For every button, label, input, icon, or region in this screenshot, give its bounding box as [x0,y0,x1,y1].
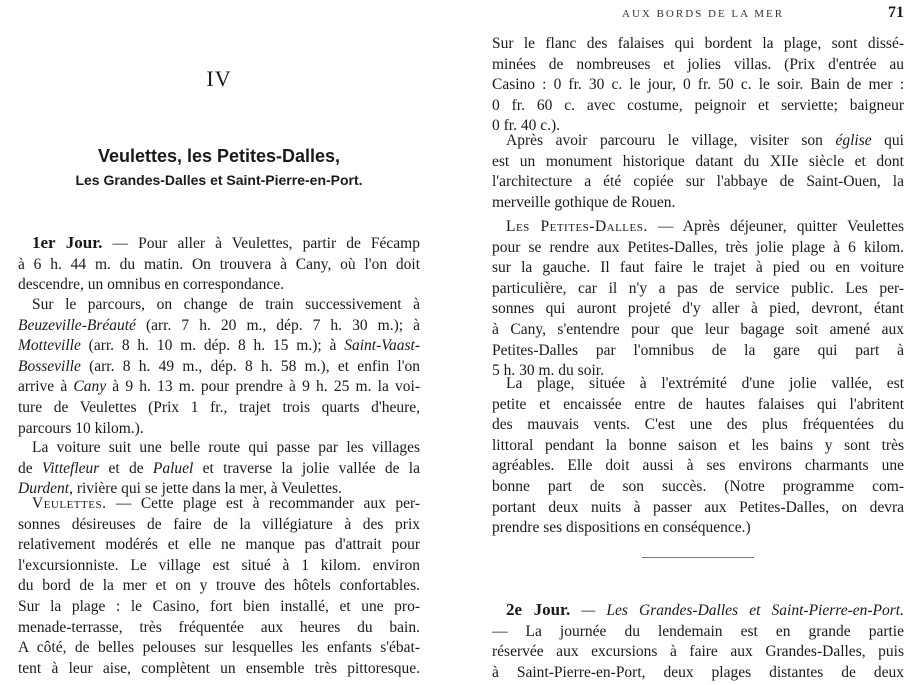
text-line: petite et encaissée entre de hautes falaises qui l'abritent [492,395,904,413]
place-name: Paluel [152,459,194,477]
voiture-paragraph: La voiture suit une belle route qui passe par les villages de Vittefleur et de Paluel et traverse la jolie vallée de la Durdent, rivière qui se jette dans la mer, à Veulettes. [18,439,420,498]
section-head: Les Petites-Dalles. [506,218,648,235]
text-line: particulière, car il n'y a pas de service public. Les per- [492,279,904,297]
text-line: La plage, située à l'extrémité d'une jolie vallée, est [506,375,904,392]
text-line: portant deux nuits à passer aux Petites-Dalles, on devra [492,498,904,516]
left-page [18,0,420,685]
text-line: 0 fr. 40 c.). [492,117,561,135]
chapter-subtitle: Les Grandes-Dalles et Saint-Pierre-en-Port. [75,172,363,188]
continuation-paragraph [492,34,904,137]
text-line: — La journée du lendemain est en grande partie [492,622,904,640]
place-name: Durdent [18,480,70,498]
place-name: Saint-Vaast- [344,337,420,355]
text-line: du bord de la mer et on y trouve des hôtels confortables. [18,577,420,595]
chapter-number: IV [206,66,232,91]
text-line: — Pour aller à Veulettes, partir de Fécamp [112,235,420,252]
text-line: est un monument historique datant du XIIe siècle et dont [492,152,904,170]
text-line: 5 h. 30 m. du soir. [492,362,604,380]
day2-title: — Les Grandes-Dalles et Saint-Pierre-en-Port. [581,602,904,619]
day1-paragraph [18,233,420,296]
text-line: La voiture suit une belle route qui passe par les villages [32,439,420,456]
day2-label: 2e Jour. [506,600,571,619]
text-line: Casino : 0 fr. 30 c. le jour, 0 fr. 50 c. le soir. Bain de mer : [492,76,904,94]
text-line: minées de nombreuses et jolies villas. (Prix d'entrée au [492,55,904,73]
text-line: sonnes désireuses de faire de la villégiature à des prix [18,515,420,533]
section-divider [642,557,754,558]
text-line: réservée aux excursions à faire aux Grandes-Dalles, puis [492,643,904,661]
place-name: Beuzeville-Bréauté [18,316,136,334]
text-line: l'excursionniste. Le village est situé à 1 kilom. environ [18,556,420,574]
text-line: l'architecture a été copiée sur l'abbaye de Saint-Ouen, la [492,173,904,191]
running-head: AUX BORDS DE LA MER [622,8,785,20]
text-line: menade-terrasse, très fréquentée aux heures du bain. [18,618,420,636]
text-line: parcours 10 kilom.). [18,419,144,437]
text-line: merveille gothique de Rouen. [492,193,676,211]
text-line: Sur le flanc des falaises qui bordent la plage, sont dissé- [492,35,904,52]
text-line: bonne part de son succès. (Notre programme com- [492,477,904,495]
text-line: à Cany, s'entendre pour que leur bagage soit amené aux [492,320,904,338]
text-line: Sur le parcours, on change de train successivement à [32,296,420,313]
emphasis-word: église [835,132,872,149]
place-name: Vittefleur [41,459,100,477]
plage-paragraph [492,374,904,539]
text-line: Sur la plage : le Casino, fort bien installé, et une pro- [18,597,420,615]
chapter-title: Veulettes, les Petites-Dalles, [97,146,341,166]
text-line: tent à leur aise, complètent un ensemble très pittoresque. [18,659,420,677]
text-line: 0 fr. 60 c. avec costume, peignoir et serviette; baigneur [492,96,904,114]
right-page [492,0,904,685]
text-line: sur la gauche. Il faut faire le trajet à pied ou en voiture [492,259,904,277]
day1-label: 1er Jour. [32,233,103,252]
place-name: Bosseville [18,357,81,375]
text-line: à 6 h. 44 m. du matin. On trouvera à Cany, où l'on doit [18,255,420,273]
text-line: prendre ses dispositions en conséquence.) [492,519,751,537]
route-paragraph: Sur le parcours, on change de train successivement à Beuzeville-Bréauté (arr. 7 h. 20 m., dép. 7 h. 30 m.); à Motteville (arr. 8 h. 10 m. dép. 8 h. 15 m.); à Saint-Vaast- Bosseville (arr. 8 h. 49 m., dép. 8 h. 58 m.), et enfin l'on arrive à Cany à 9 h. 13 m. pour prendre à 9 h. 25 m. la voi- ture de Veulettes (Prix 1 fr., trajet trois quarts d'heure, parcours 10 kilom.). [18,295,420,439]
petites-dalles-paragraph: Les Petites-Dalles. — Après déjeuner, quitter Veulettes pour se rendre aux Petites-Dalles, très jolie plage à 6 kilom. sur la gauche. Il faut faire le trajet à pied ou en voiture particulière, car il n'y a pas de service public. Les per- sonnes qui auront projeté d'y aller à pied, devront, étant à Cany, s'entendre pour que leur bagage soit amené aux Petites-Dalles par l'omnibus de la gare qui part à 5 h. 30 m. du soir. [492,217,904,382]
eglise-paragraph: Après avoir parcouru le village, visiter son église qui est un monument historique datant du XIIe siècle et dont l'architecture a été copiée sur l'abbaye de Saint-Ouen, la merveille gothique de Rouen. [492,131,904,213]
text-line: agréables. Elle doit aussi à ses environs charmants une [492,457,904,475]
place-name: Cany [73,378,107,396]
text-line: pour se rendre aux Petites-Dalles, très jolie plage à 6 kilom. [492,238,904,256]
veulettes-paragraph: Veulettes. — Cette plage est à recommander aux per- sonnes désireuses de faire de la villégiature à des prix relativement modérés et elle ne manque pas d'attrait pour l'excursionniste. Le village est situé à 1 kilom. environ du bord de la mer et on y trouve des hôtels confortables. Sur la plage : le Casino, fort bien installé, et une pro- menade-terrasse, très fréquentée aux heures du bain. A côté, de belles pelouses sur lesquelles les enfants s'ébat- tent à leur aise, complètent un ensemble très pittoresque. [18,494,420,679]
text-line: sonnes qui auront projeté d'y aller à pied, devront, étant [492,300,904,318]
text-line: relativement modérés et elle ne manque pas d'attrait pour [18,536,420,554]
section-head: Veulettes. [32,495,107,512]
text-line: Petites-Dalles par l'omnibus de la gare qui part à [492,341,904,359]
page-number: 71 [888,4,904,21]
place-name: Motteville [18,337,81,355]
text-line: ture de Veulettes (Prix 1 fr., trajet trois quarts d'heure, [18,398,420,416]
text-line: littoral pendant la bonne saison et les bains y sont très [492,436,904,454]
text-line: A côté, de belles pelouses sur lesquelles les enfants s'ébat- [18,639,420,657]
text-line: descendre, un omnibus en correspondance. [18,276,284,294]
text-line: à Saint-Pierre-en-Port, deux plages distantes de deux [492,663,904,681]
text-line: des mauvais vents. C'est une des plus fréquentées du [492,416,904,434]
day2-paragraph [492,600,904,683]
